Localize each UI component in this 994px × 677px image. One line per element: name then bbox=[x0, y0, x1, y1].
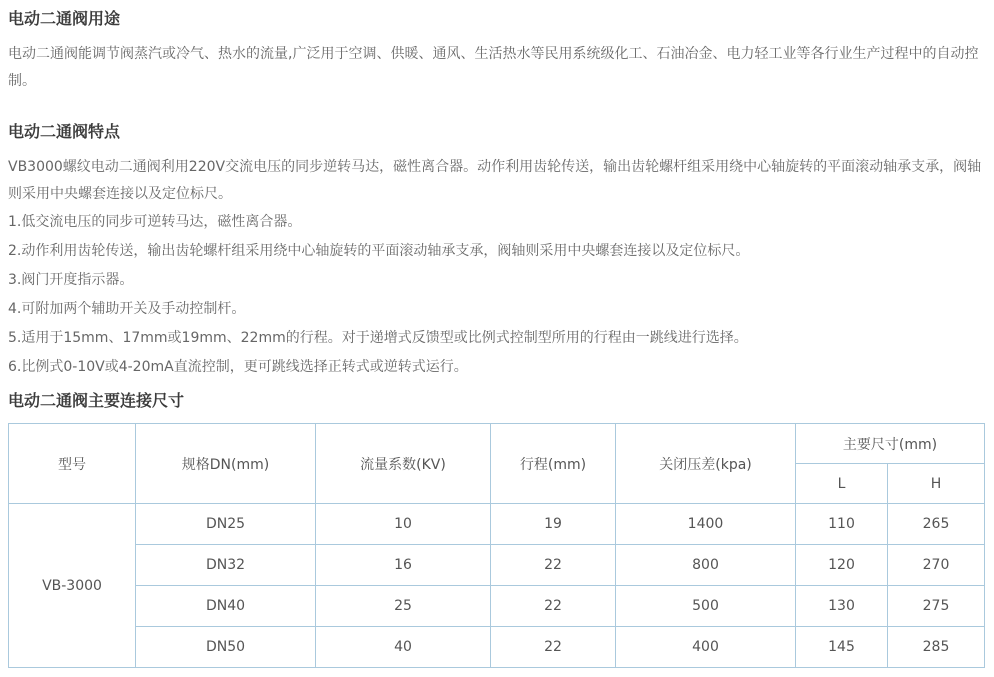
col-header-l: L bbox=[796, 464, 888, 504]
col-header-model: 型号 bbox=[9, 424, 136, 504]
h-cell: 265 bbox=[888, 504, 985, 545]
flow-cell: 40 bbox=[316, 627, 491, 668]
feature-item-4: 4.可附加两个辅助开关及手动控制杆。 bbox=[8, 301, 246, 317]
feature-item-3: 3.阀门开度指示器。 bbox=[8, 272, 134, 288]
col-header-flow: 流量系数(KV) bbox=[316, 424, 491, 504]
spec-cell: DN50 bbox=[136, 627, 316, 668]
features-intro-paragraph: VB3000螺纹电动二通阀利用220V交流电压的同步逆转马达，磁性离合器。动作利用齿轮传送，输出齿轮螺杆组采用绕中心轴旋转的平面滚动轴承支承，阀轴则采用中央螺套连接以及定位标尺。 bbox=[8, 159, 982, 202]
col-header-spec: 规格DN(mm) bbox=[136, 424, 316, 504]
col-header-main-size: 主要尺寸(mm) bbox=[796, 424, 985, 464]
pressure-cell: 500 bbox=[616, 586, 796, 627]
table-row-dn32 bbox=[9, 545, 985, 586]
col-header-pressure: 关闭压差(kpa) bbox=[616, 424, 796, 504]
h-cell: 285 bbox=[888, 627, 985, 668]
flow-cell: 25 bbox=[316, 586, 491, 627]
stroke-cell: 22 bbox=[491, 545, 616, 586]
dimensions-heading: 电动二通阀主要连接尺寸 bbox=[8, 391, 185, 410]
flow-cell: 16 bbox=[316, 545, 491, 586]
stroke-cell: 19 bbox=[491, 504, 616, 545]
model-value-cell: VB-3000 bbox=[9, 504, 136, 668]
pressure-cell: 400 bbox=[616, 627, 796, 668]
table-row-dn50 bbox=[9, 627, 985, 668]
h-cell: 270 bbox=[888, 545, 985, 586]
h-cell: 275 bbox=[888, 586, 985, 627]
stroke-cell: 22 bbox=[491, 586, 616, 627]
col-header-h: H bbox=[888, 464, 985, 504]
spec-cell: DN40 bbox=[136, 586, 316, 627]
features-list bbox=[8, 208, 986, 382]
usage-paragraph: 电动二通阀能调节阀蒸汽或冷气、热水的流量,广泛用于空调、供暖、通风、生活热水等民用系统级化工、石油冶金、电力轻工业等各行业生产过程中的自动控制。 bbox=[8, 46, 979, 89]
l-cell: 110 bbox=[796, 504, 888, 545]
feature-item-5: 5.适用于15mm、17mm或19mm、22mm的行程。对于递增式反馈型或比例式控制型所用的行程由一跳线进行选择。 bbox=[8, 330, 748, 346]
feature-item-1: 1.低交流电压的同步可逆转马达，磁性离合器。 bbox=[8, 214, 302, 230]
spec-cell: DN25 bbox=[136, 504, 316, 545]
features-heading: 电动二通阀特点 bbox=[8, 122, 121, 141]
l-cell: 130 bbox=[796, 586, 888, 627]
feature-item-2: 2.动作利用齿轮传送，输出齿轮螺杆组采用绕中心轴旋转的平面滚动轴承支承，阀轴则采用中央螺套连接以及定位标尺。 bbox=[8, 243, 750, 259]
flow-cell: 10 bbox=[316, 504, 491, 545]
dimensions-table bbox=[8, 423, 985, 668]
pressure-cell: 1400 bbox=[616, 504, 796, 545]
spec-cell: DN32 bbox=[136, 545, 316, 586]
table-row-dn25 bbox=[9, 504, 985, 545]
usage-heading: 电动二通阀用途 bbox=[8, 9, 121, 28]
table-row-dn40 bbox=[9, 586, 985, 627]
table-header-row bbox=[9, 424, 985, 464]
stroke-cell: 22 bbox=[491, 627, 616, 668]
feature-item-6: 6.比例式0-10V或4-20mA直流控制，更可跳线选择正转式或逆转式运行。 bbox=[8, 359, 468, 375]
col-header-stroke: 行程(mm) bbox=[491, 424, 616, 504]
pressure-cell: 800 bbox=[616, 545, 796, 586]
l-cell: 120 bbox=[796, 545, 888, 586]
l-cell: 145 bbox=[796, 627, 888, 668]
